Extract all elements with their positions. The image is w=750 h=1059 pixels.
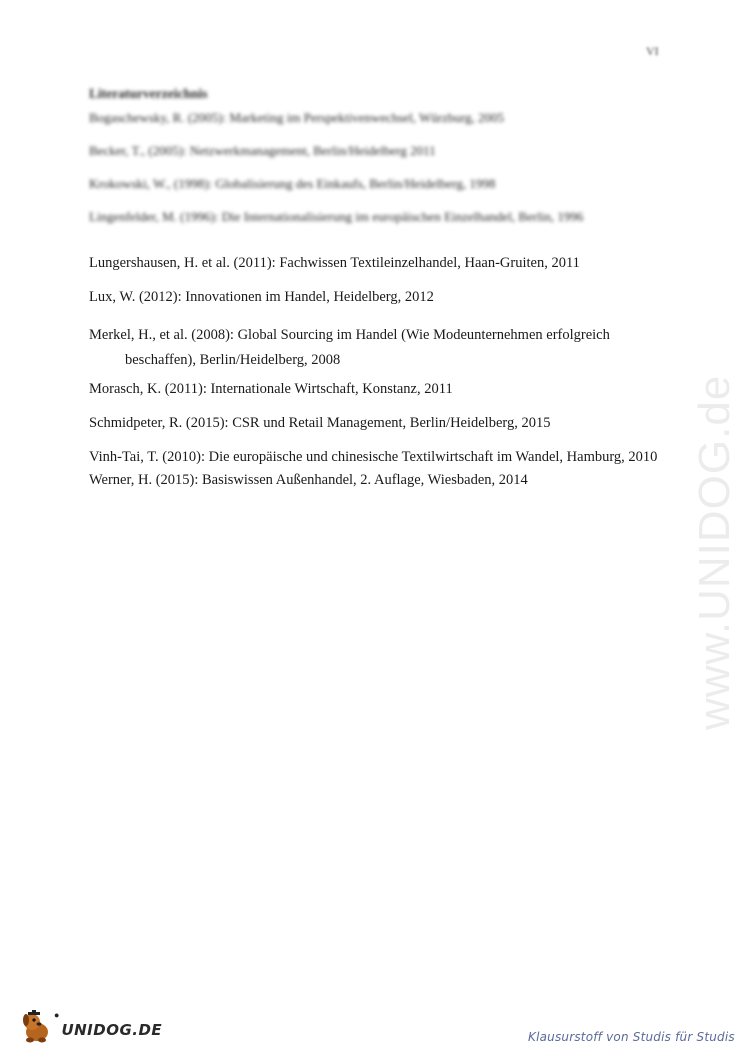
page-number: VI: [646, 44, 659, 58]
reference-item: Vinh-Tai, T. (2010): Die europäische und chinesische Textilwirtschaft im Wandel, Hamburg, 2010: [89, 449, 658, 465]
reference-item: Merkel, H., et al. (2008): Global Sourcing im Handel (Wie Modeunternehmen erfolgreich beschaffen), Berlin/Heidelberg, 2008: [89, 327, 610, 368]
reference-item: Schmidpeter, R. (2015): CSR und Retail Management, Berlin/Heidelberg, 2015: [89, 415, 551, 431]
reference-item: Morasch, K. (2011): Internationale Wirtschaft, Konstanz, 2011: [89, 381, 453, 397]
watermark: www.UNIDOG.de: [690, 374, 739, 730]
reference-item: Werner, H. (2015): Basiswissen Außenhandel, 2. Auflage, Wiesbaden, 2014: [89, 472, 528, 488]
reference-list: [89, 255, 659, 489]
blurred-reference-item: Becker, T., (2005): Netzwerkmanagement, Berlin/Heidelberg 2011: [89, 143, 436, 158]
reference-item: Lungershausen, H. et al. (2011): Fachwissen Textileinzelhandel, Haan-Gruiten, 2011: [89, 255, 580, 271]
footer-tagline: Klausurstoff von Studis für Studis: [528, 1030, 735, 1044]
footer-logo: [20, 1010, 162, 1049]
blurred-reference-item: Lingenfelder, M. (1996): Die Internationalisierung im europäischen Einzelhandel, Berlin, 1996: [89, 209, 584, 224]
blurred-reference-item: Bogaschewsky, R. (2005): Marketing im Perspektivenwechsel, Würzburg, 2005: [89, 110, 504, 125]
reference-item: Lux, W. (2012): Innovationen im Handel, Heidelberg, 2012: [89, 289, 434, 305]
blurred-reference-item: Krokowski, W., (1998): Globalisierung des Einkaufs, Berlin/Heidelberg, 1998: [89, 176, 496, 191]
logo-text: UNIDOG.DE: [61, 1020, 163, 1039]
paw-icon: ●: [54, 1010, 60, 1020]
section-heading: Literaturverzeichnis: [89, 86, 208, 101]
blurred-reference-section: [89, 86, 659, 225]
dog-mascot-icon: [20, 1010, 56, 1049]
